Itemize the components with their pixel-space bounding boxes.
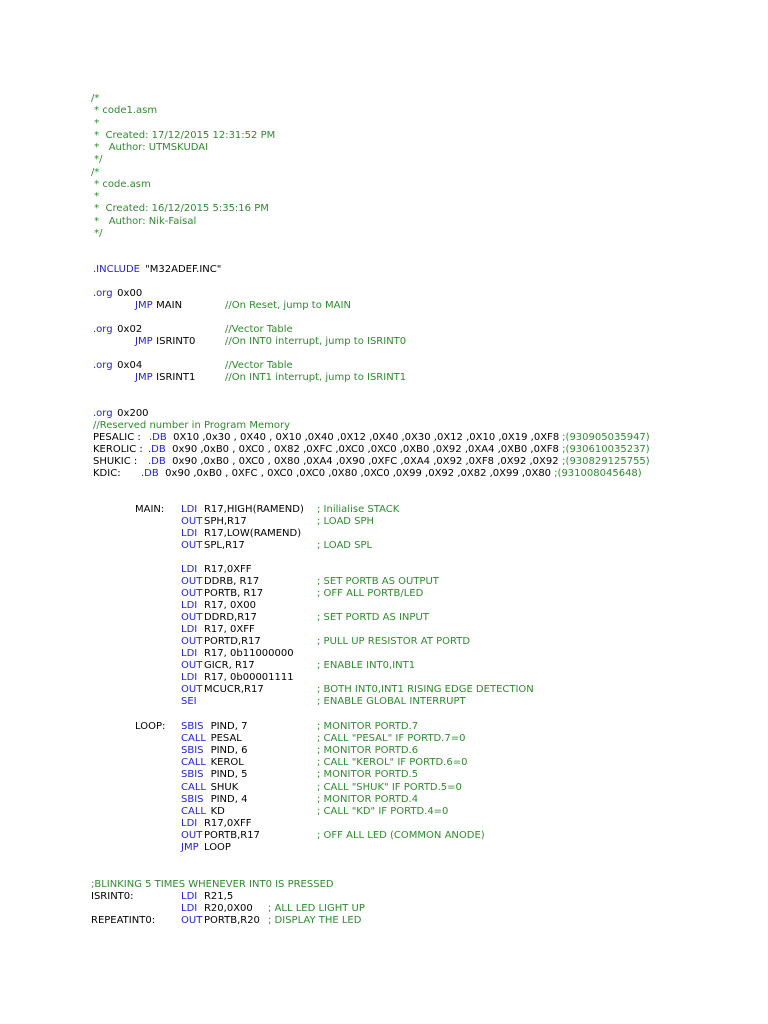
header-comment-line: * bbox=[91, 191, 100, 202]
db-label: KDIC: bbox=[93, 468, 121, 479]
instruction-op: SBIS bbox=[181, 721, 204, 732]
db-label: PESALIC : bbox=[93, 432, 141, 443]
instruction-arg: R21,5 bbox=[200, 891, 234, 902]
instruction-op: OUT bbox=[181, 829, 203, 841]
db-values: 0x90 ,0xB0 , 0XC0 , 0X82 ,0XFC ,0XC0 ,0XC0 ,0XB0 ,0X92 ,0XA4 ,0XB0 ,0XF8 bbox=[169, 444, 559, 455]
org-directive: .org bbox=[93, 408, 113, 419]
instruction-comment: ; BOTH INT0,INT1 RISING EDGE DETECTION bbox=[317, 684, 534, 695]
instruction-op: OUT bbox=[181, 612, 203, 623]
instruction-comment: ; MONITOR PORTD.7 bbox=[317, 721, 419, 732]
isr-label: REPEATINT0: bbox=[91, 915, 156, 926]
instruction-arg: PIND, 4 bbox=[207, 793, 248, 805]
instruction-op: LDI bbox=[181, 891, 198, 902]
instruction-op: CALL bbox=[181, 733, 206, 745]
instruction-arg: R17, 0b00001111 bbox=[200, 672, 294, 683]
memory-comment: //Reserved number in Program Memory bbox=[93, 420, 291, 431]
vector-comment: //Vector Table bbox=[225, 324, 293, 335]
instruction-arg: PORTD,R17 bbox=[200, 636, 261, 647]
instruction-op: LDI bbox=[181, 672, 198, 683]
instruction-op: LDI bbox=[181, 624, 198, 635]
instruction-arg: SHUK bbox=[207, 781, 239, 793]
instruction-op: SEI bbox=[181, 696, 197, 707]
instruction-op: CALL bbox=[181, 805, 206, 817]
org-directive: .org bbox=[93, 324, 113, 335]
db-label: KEROLIC : bbox=[93, 444, 143, 455]
instruction-arg: R17,0XFF bbox=[200, 564, 252, 575]
instruction-op: LDI bbox=[181, 564, 198, 575]
instruction-arg: PESAL bbox=[207, 733, 242, 745]
db-values: 0X10 ,0x30 , 0X40 , 0X10 ,0X40 ,0X12 ,0X40 ,0X30 ,0X12 ,0X10 ,0X19 ,0XF8 bbox=[170, 432, 560, 443]
instruction-op: SBIS bbox=[181, 793, 204, 805]
db-values: 0x90 ,0xB0 , 0XFC , 0XC0 ,0XC0 ,0X80 ,0XC0 ,0X99 ,0X92 ,0X82 ,0X99 ,0X80 bbox=[162, 468, 552, 479]
instruction-arg: KD bbox=[207, 805, 225, 817]
instruction-op: OUT bbox=[181, 576, 203, 587]
include-file: "M32ADEF.INC" bbox=[142, 264, 222, 275]
instruction-comment: ; PULL UP RESISTOR AT PORTD bbox=[317, 636, 471, 647]
db-directive: .DB bbox=[148, 444, 166, 455]
header-comment-line: /* bbox=[91, 166, 100, 178]
header-comment-line: * bbox=[91, 117, 100, 129]
instruction-arg: R20,0X00 bbox=[200, 903, 253, 914]
instruction-comment: ; CALL "PESAL" IF PORTD.7=0 bbox=[317, 733, 466, 745]
header-comment-line: * Created: 17/12/2015 12:31:52 PM bbox=[91, 129, 276, 141]
db-comment: ;(930610035237) bbox=[559, 444, 650, 455]
instruction-arg: LOOP bbox=[200, 842, 231, 853]
instruction-comment: ; SET PORTB AS OUTPUT bbox=[317, 576, 439, 587]
instruction-arg: R17,LOW(RAMEND) bbox=[200, 528, 302, 539]
instruction-op: OUT bbox=[181, 588, 203, 599]
instruction-arg: R17, 0XFF bbox=[200, 624, 255, 635]
instruction-comment: ; SET PORTD AS INPUT bbox=[317, 612, 429, 623]
org-directive: .org bbox=[93, 288, 113, 299]
instruction-comment: ; LOAD SPH bbox=[317, 516, 375, 527]
db-directive: .DB bbox=[148, 456, 166, 467]
instruction-op: LDI bbox=[181, 504, 198, 515]
instruction-comment: ; LOAD SPL bbox=[317, 540, 373, 551]
instruction-op: LDI bbox=[181, 528, 198, 539]
db-directive: .DB bbox=[141, 468, 159, 479]
db-directive: .DB bbox=[149, 432, 167, 443]
jmp-op: JMP bbox=[135, 336, 153, 347]
db-comment: ;(930829125755) bbox=[559, 456, 650, 467]
header-comment-line: /* bbox=[91, 93, 100, 104]
instruction-arg: R17, 0X00 bbox=[200, 600, 256, 611]
header-comment-line: * Author: Nik-Faisal bbox=[91, 215, 197, 227]
instruction-op: OUT bbox=[181, 636, 203, 647]
instruction-comment: ; CALL "KEROL" IF PORTD.6=0 bbox=[317, 757, 468, 769]
instruction-arg: DDRB, R17 bbox=[200, 576, 260, 587]
instruction-op: CALL bbox=[181, 757, 206, 769]
instruction-arg: PIND, 5 bbox=[207, 769, 248, 781]
include-directive: .INCLUDE bbox=[93, 264, 141, 275]
instruction-arg: R17,0XFF bbox=[200, 817, 252, 829]
instruction-comment: ; CALL "KD" IF PORTD.4=0 bbox=[317, 805, 449, 817]
db-values: 0x90 ,0xB0 , 0XC0 , 0X80 ,0XA4 ,0X90 ,0XFC ,0XA4 ,0X92 ,0XF8 ,0X92 ,0X92 bbox=[169, 456, 559, 467]
instruction-comment: ; OFF ALL LED (COMMON ANODE) bbox=[317, 829, 485, 841]
header-comment-line: * Author: UTMSKUDAI bbox=[91, 142, 209, 153]
instruction-arg: PIND, 7 bbox=[207, 721, 248, 732]
header-comment-line: * Created: 16/12/2015 5:35:16 PM bbox=[91, 203, 269, 215]
instruction-comment: ; ENABLE INT0,INT1 bbox=[317, 660, 416, 671]
instruction-op: SBIS bbox=[181, 745, 204, 757]
instruction-op: OUT bbox=[181, 516, 203, 527]
instruction-arg: R17, 0b11000000 bbox=[200, 648, 294, 659]
instruction-arg: KEROL bbox=[207, 757, 244, 769]
instruction-arg: PORTB,R20 bbox=[200, 915, 260, 926]
jmp-target: ISRINT1 bbox=[153, 372, 196, 383]
instruction-op: JMP bbox=[181, 842, 199, 853]
instruction-op: OUT bbox=[181, 540, 203, 551]
instruction-comment: ; MONITOR PORTD.6 bbox=[317, 745, 419, 757]
instruction-op: LDI bbox=[181, 903, 198, 914]
org-address: 0x00 bbox=[114, 288, 143, 299]
instruction-comment: ; ENABLE GLOBAL INTERRUPT bbox=[317, 696, 466, 707]
instruction-op: LDI bbox=[181, 648, 198, 659]
header-comment-line: */ bbox=[91, 227, 103, 239]
org-address: 0x200 bbox=[114, 408, 149, 419]
org-address: 0x02 bbox=[114, 324, 143, 335]
instruction-arg: R17,HIGH(RAMEND) bbox=[200, 504, 304, 515]
instruction-arg: DDRD,R17 bbox=[200, 612, 257, 623]
jmp-target: ISRINT0 bbox=[153, 336, 196, 347]
instruction-op: CALL bbox=[181, 781, 206, 793]
jmp-op: JMP bbox=[135, 300, 153, 311]
instruction-comment: ; MONITOR PORTD.5 bbox=[317, 769, 419, 781]
instruction-op: OUT bbox=[181, 660, 203, 671]
instruction-comment: ; ALL LED LIGHT UP bbox=[268, 903, 365, 914]
instruction-arg: SPH,R17 bbox=[200, 516, 247, 527]
instruction-op: SBIS bbox=[181, 769, 204, 781]
header-comment-line: */ bbox=[91, 154, 103, 166]
header-comment-line: * code.asm bbox=[91, 178, 151, 190]
instruction-comment: ; MONITOR PORTD.4 bbox=[317, 793, 419, 805]
org-directive: .org bbox=[93, 360, 113, 371]
instruction-op: OUT bbox=[181, 684, 203, 695]
db-comment: ;(931008045648) bbox=[551, 468, 642, 479]
instruction-op: LDI bbox=[181, 600, 198, 611]
db-label: SHUKIC : bbox=[93, 456, 138, 467]
loop-label: LOOP: bbox=[135, 721, 166, 732]
vector-comment: //On INT0 interrupt, jump to ISRINT0 bbox=[225, 336, 407, 347]
db-comment: ;(930905035947) bbox=[559, 432, 650, 443]
instruction-comment: ; CALL "SHUK" IF PORTD.5=0 bbox=[317, 781, 462, 793]
instruction-comment: ; DISPLAY THE LED bbox=[268, 915, 362, 926]
instruction-comment: ; Inilialise STACK bbox=[317, 504, 400, 515]
isr-comment: ;BLINKING 5 TIMES WHENEVER INT0 IS PRESSED bbox=[91, 879, 334, 890]
instruction-arg: PIND, 6 bbox=[207, 745, 248, 757]
instruction-op: OUT bbox=[181, 915, 203, 926]
instruction-arg: MCUCR,R17 bbox=[200, 684, 264, 695]
vector-comment: //On INT1 interrupt, jump to ISRINT1 bbox=[225, 372, 407, 383]
vector-comment: //On Reset, jump to MAIN bbox=[225, 300, 351, 311]
jmp-target: MAIN bbox=[153, 300, 183, 311]
instruction-comment: ; OFF ALL PORTB/LED bbox=[317, 588, 424, 599]
instruction-arg: GICR, R17 bbox=[200, 660, 255, 671]
main-label: MAIN: bbox=[135, 504, 165, 515]
instruction-op: LDI bbox=[181, 817, 198, 829]
jmp-op: JMP bbox=[135, 372, 153, 383]
instruction-arg: PORTB,R17 bbox=[200, 829, 260, 841]
vector-comment: //Vector Table bbox=[225, 360, 293, 371]
instruction-arg: SPL,R17 bbox=[200, 540, 245, 551]
org-address: 0x04 bbox=[114, 360, 143, 371]
isr-label: ISRINT0: bbox=[91, 891, 134, 902]
instruction-arg: PORTB, R17 bbox=[200, 588, 264, 599]
header-comment-line: * code1.asm bbox=[91, 105, 158, 117]
